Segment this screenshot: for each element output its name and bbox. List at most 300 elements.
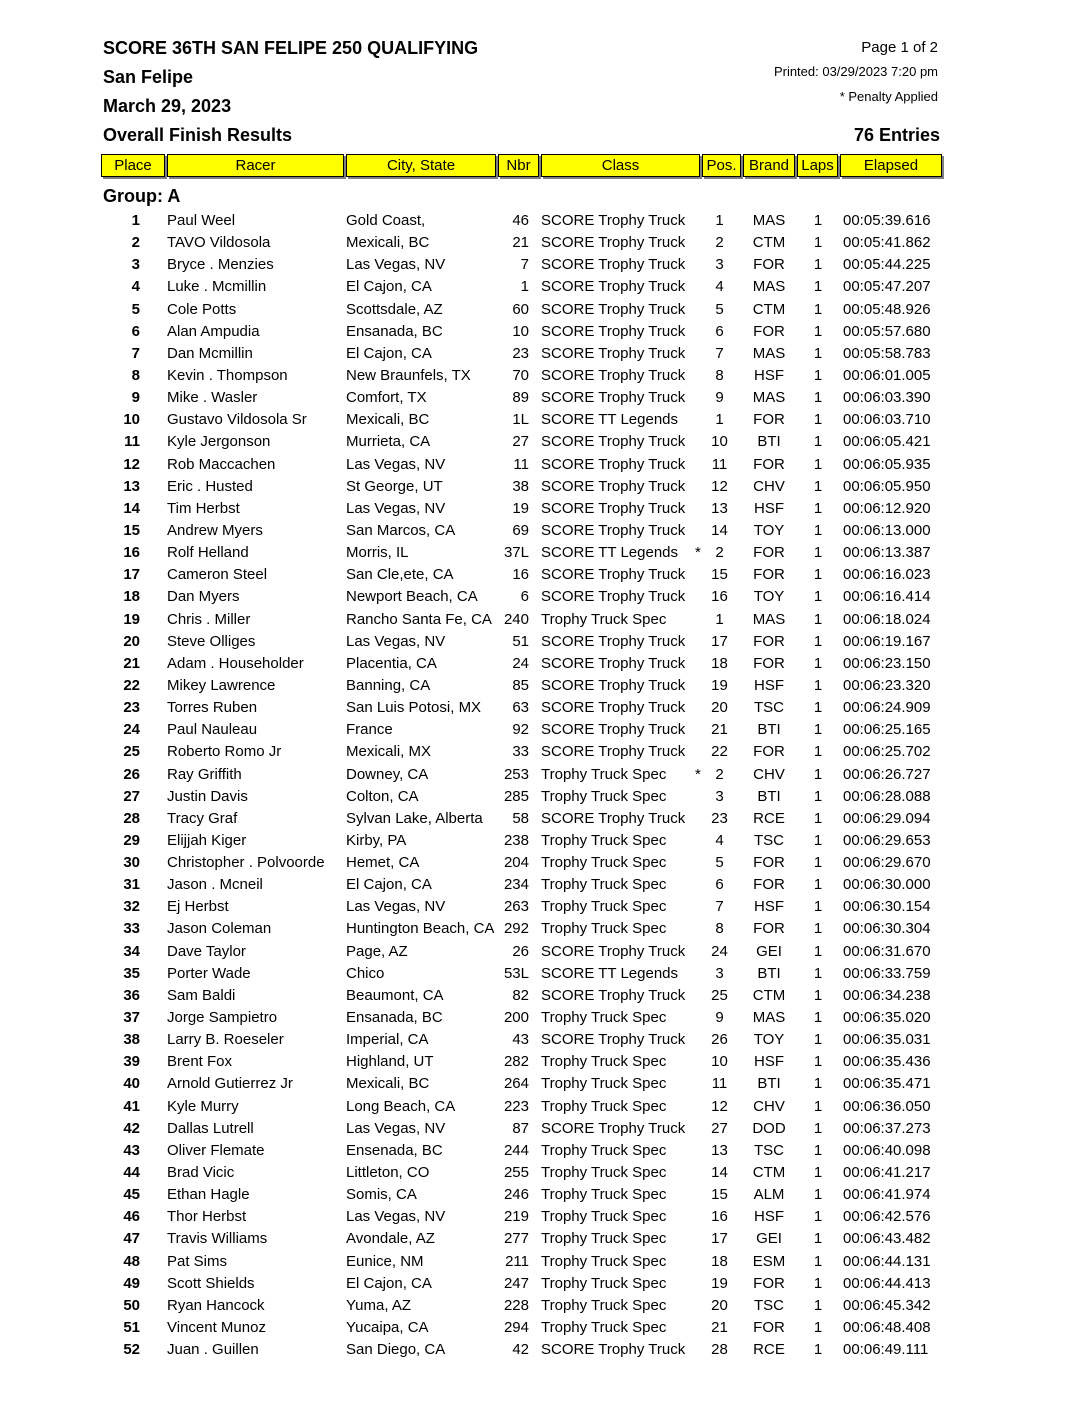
laps-cell: 1 [813, 787, 823, 805]
laps-cell: 1 [813, 477, 823, 495]
number-cell: 204 [503, 854, 529, 872]
class-cell: SCORE Trophy Truck [541, 521, 686, 539]
racer-cell: Luke . Mcmillin [167, 278, 267, 296]
table-row [0, 1295, 1088, 1317]
laps-cell: 1 [813, 1075, 823, 1093]
elapsed-cell: 00:06:29.653 [843, 831, 931, 849]
brand-cell: TSC [754, 1296, 784, 1314]
number-cell: 42 [512, 1341, 529, 1359]
class-cell: Trophy Truck Spec [541, 1252, 667, 1270]
place-cell: 25 [123, 743, 140, 761]
number-cell: 240 [503, 610, 529, 628]
racer-cell: Justin Davis [167, 787, 248, 805]
position-cell: 26 [711, 1031, 728, 1049]
table-row [0, 210, 1088, 232]
report-title: SCORE 36TH SAN FELIPE 250 QUALIFYING [103, 38, 479, 58]
brand-cell: HSF [754, 499, 784, 517]
number-cell: 247 [503, 1274, 529, 1292]
brand-cell: CHV [753, 1097, 785, 1115]
laps-cell: 1 [813, 610, 823, 628]
place-cell: 13 [123, 477, 140, 495]
city-cell: Ensenada, BC [346, 1141, 443, 1159]
city-cell: Highland, UT [346, 1053, 434, 1071]
position-cell: 3 [715, 964, 724, 982]
table-row [0, 409, 1088, 431]
laps-cell: 1 [813, 300, 823, 318]
class-cell: SCORE Trophy Truck [541, 1119, 686, 1137]
brand-cell: MAS [752, 344, 786, 362]
elapsed-cell: 00:06:44.131 [843, 1252, 931, 1270]
number-cell: 285 [503, 787, 529, 805]
table-row [0, 1051, 1088, 1073]
city-cell: Mexicali, BC [346, 411, 430, 429]
class-cell: Trophy Truck Spec [541, 1319, 667, 1336]
elapsed-cell: 00:06:41.217 [843, 1164, 931, 1182]
city-cell: Las Vegas, NV [346, 499, 446, 517]
city-cell: Page, AZ [346, 942, 408, 960]
racer-cell: Larry B. Roeseler [167, 1031, 284, 1049]
class-cell: SCORE Trophy Truck [541, 322, 686, 340]
position-cell: 8 [715, 920, 724, 938]
place-cell: 23 [123, 699, 140, 717]
number-cell: 1L [512, 411, 529, 429]
racer-cell: Gustavo Vildosola Sr [167, 411, 307, 429]
elapsed-cell: 00:06:01.005 [843, 366, 931, 384]
place-cell: 41 [123, 1097, 140, 1115]
number-cell: 10 [512, 322, 529, 340]
place-cell: 21 [123, 654, 140, 672]
table-row [0, 1317, 1088, 1339]
elapsed-cell: 00:06:24.909 [843, 699, 931, 717]
place-cell: 49 [123, 1274, 140, 1292]
class-cell: SCORE Trophy Truck [541, 389, 686, 407]
position-cell: 18 [711, 654, 728, 672]
racer-cell: Bryce . Menzies [167, 256, 274, 274]
place-cell: 33 [123, 920, 140, 938]
table-row [0, 1029, 1088, 1051]
position-cell: 11 [711, 455, 728, 473]
laps-cell: 1 [813, 499, 823, 517]
class-cell: SCORE Trophy Truck [541, 234, 686, 252]
class-cell: Trophy Truck Spec [541, 831, 667, 849]
class-cell: Trophy Truck Spec [541, 610, 667, 628]
position-cell: 5 [715, 854, 724, 872]
class-cell: SCORE Trophy Truck [541, 986, 686, 1004]
laps-cell: 1 [813, 1186, 823, 1204]
place-cell: 51 [123, 1319, 140, 1336]
elapsed-cell: 00:06:48.408 [843, 1319, 931, 1336]
place-cell: 52 [123, 1341, 140, 1359]
city-cell: Murrieta, CA [346, 433, 431, 451]
laps-cell: 1 [813, 1164, 823, 1182]
elapsed-cell: 00:06:37.273 [843, 1119, 931, 1137]
laps-cell: 1 [813, 676, 823, 694]
number-cell: 51 [512, 632, 529, 650]
place-cell: 11 [124, 433, 140, 451]
laps-cell: 1 [813, 433, 823, 451]
city-cell: El Cajon, CA [346, 344, 432, 362]
elapsed-cell: 00:06:43.482 [843, 1230, 931, 1248]
number-cell: 223 [503, 1097, 529, 1115]
position-cell: 21 [711, 1319, 728, 1336]
elapsed-cell: 00:06:35.020 [843, 1009, 931, 1027]
position-cell: 13 [711, 1141, 728, 1159]
laps-cell: 1 [813, 389, 823, 407]
table-row [0, 1184, 1088, 1206]
table-row [0, 697, 1088, 719]
racer-cell: Paul Weel [167, 212, 236, 229]
elapsed-cell: 00:06:13.000 [843, 521, 931, 539]
brand-cell: HSF [754, 1208, 784, 1226]
place-cell: 38 [123, 1031, 140, 1049]
city-cell: Las Vegas, NV [346, 1208, 446, 1226]
elapsed-cell: 00:06:23.150 [843, 654, 931, 672]
brand-cell: BTI [757, 964, 781, 982]
position-cell: 6 [715, 322, 724, 340]
position-cell: 19 [711, 1274, 728, 1292]
entries-count: 76 Entries [853, 125, 940, 145]
racer-cell: Dan Mcmillin [167, 344, 253, 362]
laps-cell: 1 [813, 1119, 823, 1137]
laps-cell: 1 [813, 831, 823, 849]
class-cell: SCORE TT Legends [541, 964, 679, 982]
number-cell: 1 [520, 278, 529, 296]
racer-cell: Paul Nauleau [167, 721, 258, 739]
brand-cell: GEI [756, 1230, 782, 1248]
city-cell: Mexicali, BC [346, 234, 430, 252]
city-cell: Las Vegas, NV [346, 256, 446, 274]
city-cell: Somis, CA [346, 1186, 417, 1204]
racer-cell: Ej Herbst [167, 898, 229, 916]
racer-cell: Jason . Mcneil [167, 876, 263, 894]
number-cell: 219 [503, 1208, 529, 1226]
brand-cell: FOR [753, 743, 785, 761]
city-cell: Newport Beach, CA [346, 588, 478, 606]
elapsed-cell: 00:06:05.935 [843, 455, 931, 473]
position-cell: 8 [715, 366, 724, 384]
class-cell: Trophy Truck Spec [541, 1208, 667, 1226]
position-cell: 2 [715, 234, 724, 252]
racer-cell: Sam Baldi [167, 986, 236, 1004]
table-row [0, 963, 1088, 985]
elapsed-cell: 00:06:41.974 [843, 1186, 931, 1204]
brand-cell: FOR [753, 455, 785, 473]
position-cell: 4 [715, 278, 724, 296]
city-cell: France [346, 721, 393, 739]
brand-cell: MAS [752, 610, 786, 628]
class-cell: SCORE Trophy Truck [541, 344, 686, 362]
elapsed-cell: 00:06:16.023 [843, 566, 931, 584]
position-cell: 11 [711, 1075, 728, 1093]
class-cell: Trophy Truck Spec [541, 1164, 667, 1182]
number-cell: 246 [503, 1186, 529, 1204]
laps-cell: 1 [813, 964, 823, 982]
position-cell: 9 [715, 1009, 724, 1027]
position-cell: 16 [711, 1208, 728, 1226]
number-cell: 200 [503, 1009, 529, 1027]
racer-cell: Eric . Husted [167, 477, 253, 495]
elapsed-cell: 00:06:40.098 [843, 1141, 931, 1159]
racer-cell: Adam . Householder [167, 654, 304, 672]
racer-cell: Kyle Murry [167, 1097, 239, 1115]
position-cell: 1 [715, 411, 724, 429]
place-cell: 9 [131, 389, 140, 407]
laps-cell: 1 [813, 809, 823, 827]
laps-cell: 1 [813, 322, 823, 340]
place-cell: 28 [123, 809, 140, 827]
column-header-place: Place [101, 154, 165, 177]
racer-cell: Rolf Helland [167, 544, 249, 562]
place-cell: 18 [123, 588, 140, 606]
number-cell: 60 [512, 300, 529, 318]
penalty-mark: * [695, 765, 701, 783]
place-cell: 2 [131, 234, 140, 252]
number-cell: 277 [503, 1230, 529, 1248]
elapsed-cell: 00:06:19.167 [843, 632, 931, 650]
table-row [0, 586, 1088, 608]
elapsed-cell: 00:06:29.094 [843, 809, 931, 827]
racer-cell: Ray Griffith [167, 765, 242, 783]
brand-cell: RCE [753, 1341, 785, 1359]
position-cell: 27 [711, 1119, 728, 1137]
table-row [0, 1140, 1088, 1162]
racer-cell: Andrew Myers [167, 521, 263, 539]
laps-cell: 1 [813, 278, 823, 296]
laps-cell: 1 [813, 876, 823, 894]
table-row [0, 852, 1088, 874]
place-cell: 22 [123, 676, 140, 694]
racer-cell: Arnold Gutierrez Jr [167, 1075, 293, 1093]
number-cell: 23 [512, 344, 529, 362]
elapsed-cell: 00:06:30.154 [843, 898, 931, 916]
brand-cell: ALM [753, 1186, 785, 1204]
elapsed-cell: 00:06:35.031 [843, 1031, 931, 1049]
place-cell: 40 [123, 1075, 140, 1093]
brand-cell: CHV [753, 477, 785, 495]
number-cell: 53L [503, 964, 529, 982]
elapsed-cell: 00:06:18.024 [843, 610, 931, 628]
city-cell: Banning, CA [346, 676, 431, 694]
place-cell: 14 [123, 499, 140, 517]
number-cell: 11 [513, 455, 529, 473]
elapsed-cell: 00:06:31.670 [843, 942, 931, 960]
number-cell: 292 [503, 920, 529, 938]
racer-cell: Ryan Hancock [167, 1296, 265, 1314]
city-cell: Kirby, PA [346, 831, 407, 849]
elapsed-cell: 00:05:57.680 [843, 322, 931, 340]
class-cell: SCORE Trophy Truck [541, 499, 686, 517]
class-cell: SCORE Trophy Truck [541, 699, 686, 717]
racer-cell: Brad Vicic [167, 1164, 235, 1182]
racer-cell: TAVO Vildosola [167, 234, 271, 252]
brand-cell: FOR [753, 1319, 785, 1336]
number-cell: 238 [503, 831, 529, 849]
place-cell: 45 [123, 1186, 140, 1204]
city-cell: Eunice, NM [346, 1252, 424, 1270]
number-cell: 27 [512, 433, 529, 451]
position-cell: 1 [715, 610, 724, 628]
table-row [0, 918, 1088, 940]
brand-cell: MAS [752, 212, 786, 229]
class-cell: SCORE TT Legends [541, 544, 679, 562]
position-cell: 4 [715, 831, 724, 849]
elapsed-cell: 00:06:12.920 [843, 499, 931, 517]
class-cell: Trophy Truck Spec [541, 898, 667, 916]
table-row [0, 299, 1088, 321]
city-cell: St George, UT [346, 477, 443, 495]
table-row [0, 1118, 1088, 1140]
place-cell: 46 [123, 1208, 140, 1226]
place-cell: 3 [131, 256, 140, 274]
elapsed-cell: 00:06:45.342 [843, 1296, 931, 1314]
number-cell: 294 [503, 1319, 529, 1336]
table-row [0, 1228, 1088, 1250]
elapsed-cell: 00:06:34.238 [843, 986, 931, 1004]
brand-cell: FOR [753, 256, 785, 274]
brand-cell: CTM [752, 1164, 786, 1182]
racer-cell: Roberto Romo Jr [167, 743, 282, 761]
elapsed-cell: 00:06:16.414 [843, 588, 931, 606]
table-row [0, 786, 1088, 808]
number-cell: 63 [512, 699, 529, 717]
column-header-racer: Racer [167, 154, 344, 177]
laps-cell: 1 [813, 1097, 823, 1115]
brand-cell: CTM [752, 234, 786, 252]
table-row [0, 365, 1088, 387]
elapsed-cell: 00:06:33.759 [843, 964, 931, 982]
city-cell: Las Vegas, NV [346, 898, 446, 916]
laps-cell: 1 [813, 1009, 823, 1027]
place-cell: 4 [131, 278, 140, 296]
place-cell: 20 [123, 632, 140, 650]
racer-cell: Alan Ampudia [167, 322, 260, 340]
class-cell: SCORE Trophy Truck [541, 942, 686, 960]
number-cell: 282 [503, 1053, 529, 1071]
elapsed-cell: 00:05:44.225 [843, 256, 931, 274]
table-row [0, 232, 1088, 254]
position-cell: 14 [711, 521, 728, 539]
number-cell: 69 [512, 521, 529, 539]
racer-cell: Vincent Munoz [167, 1319, 266, 1336]
laps-cell: 1 [813, 212, 823, 229]
column-header-brand: Brand [743, 154, 795, 177]
position-cell: 20 [711, 1296, 728, 1314]
racer-cell: Brent Fox [167, 1053, 233, 1071]
position-cell: 10 [711, 433, 728, 451]
table-row [0, 476, 1088, 498]
table-row [0, 719, 1088, 741]
elapsed-cell: 00:06:05.950 [843, 477, 931, 495]
class-cell: SCORE Trophy Truck [541, 300, 686, 318]
event-date: March 29, 2023 [103, 96, 232, 116]
place-cell: 44 [123, 1164, 140, 1182]
number-cell: 85 [512, 676, 529, 694]
table-row [0, 1273, 1088, 1295]
place-cell: 7 [131, 344, 140, 362]
position-cell: 23 [711, 809, 728, 827]
brand-cell: FOR [753, 632, 785, 650]
racer-cell: Cole Potts [167, 300, 237, 318]
brand-cell: FOR [753, 854, 785, 872]
table-row [0, 1162, 1088, 1184]
city-cell: Long Beach, CA [346, 1097, 456, 1115]
elapsed-cell: 00:06:25.702 [843, 743, 931, 761]
laps-cell: 1 [813, 765, 823, 783]
table-row [0, 1206, 1088, 1228]
elapsed-cell: 00:06:35.471 [843, 1075, 931, 1093]
elapsed-cell: 00:05:47.207 [843, 278, 931, 296]
table-row [0, 387, 1088, 409]
racer-cell: Jason Coleman [167, 920, 272, 938]
laps-cell: 1 [813, 1341, 823, 1359]
column-header-laps: Laps [797, 154, 838, 177]
city-cell: El Cajon, CA [346, 278, 432, 296]
city-cell: Placentia, CA [346, 654, 437, 672]
brand-cell: MAS [752, 278, 786, 296]
class-cell: Trophy Truck Spec [541, 1274, 667, 1292]
group-label: Group: A [103, 186, 181, 206]
laps-cell: 1 [813, 588, 823, 606]
number-cell: 87 [512, 1119, 529, 1137]
class-cell: SCORE Trophy Truck [541, 721, 686, 739]
city-cell: San Cle,ete, CA [346, 566, 454, 584]
class-cell: Trophy Truck Spec [541, 787, 667, 805]
number-cell: 92 [512, 721, 529, 739]
city-cell: Yucaipa, CA [346, 1319, 429, 1336]
class-cell: SCORE Trophy Truck [541, 366, 686, 384]
place-cell: 16 [123, 544, 140, 562]
city-cell: San Diego, CA [346, 1341, 446, 1359]
table-row [0, 1096, 1088, 1118]
city-cell: Las Vegas, NV [346, 632, 446, 650]
number-cell: 19 [512, 499, 529, 517]
number-cell: 24 [512, 654, 529, 672]
class-cell: Trophy Truck Spec [541, 1053, 667, 1071]
position-cell: 18 [711, 1252, 728, 1270]
column-header-city: City, State [346, 154, 496, 177]
brand-cell: HSF [754, 898, 784, 916]
place-cell: 24 [123, 721, 140, 739]
table-row [0, 321, 1088, 343]
elapsed-cell: 00:06:49.111 [843, 1341, 929, 1359]
laps-cell: 1 [813, 411, 823, 429]
laps-cell: 1 [813, 1319, 823, 1336]
elapsed-cell: 00:06:03.710 [843, 411, 931, 429]
racer-cell: Torres Ruben [167, 699, 258, 717]
table-row [0, 609, 1088, 631]
table-row [0, 808, 1088, 830]
class-cell: SCORE Trophy Truck [541, 654, 686, 672]
table-row [0, 1007, 1088, 1029]
brand-cell: FOR [753, 544, 785, 562]
position-cell: 9 [715, 389, 724, 407]
table-row [0, 564, 1088, 586]
city-cell: Colton, CA [346, 787, 419, 805]
laps-cell: 1 [813, 1141, 823, 1159]
city-cell: Downey, CA [346, 765, 429, 783]
number-cell: 38 [512, 477, 529, 495]
place-cell: 17 [123, 566, 140, 584]
class-cell: SCORE Trophy Truck [541, 256, 686, 274]
racer-cell: Dan Myers [167, 588, 240, 606]
laps-cell: 1 [813, 566, 823, 584]
laps-cell: 1 [813, 920, 823, 938]
place-cell: 34 [123, 942, 140, 960]
city-cell: Mexicali, BC [346, 1075, 430, 1093]
racer-cell: Mikey Lawrence [167, 676, 276, 694]
brand-cell: DOD [752, 1119, 786, 1137]
brand-cell: CTM [752, 300, 786, 318]
